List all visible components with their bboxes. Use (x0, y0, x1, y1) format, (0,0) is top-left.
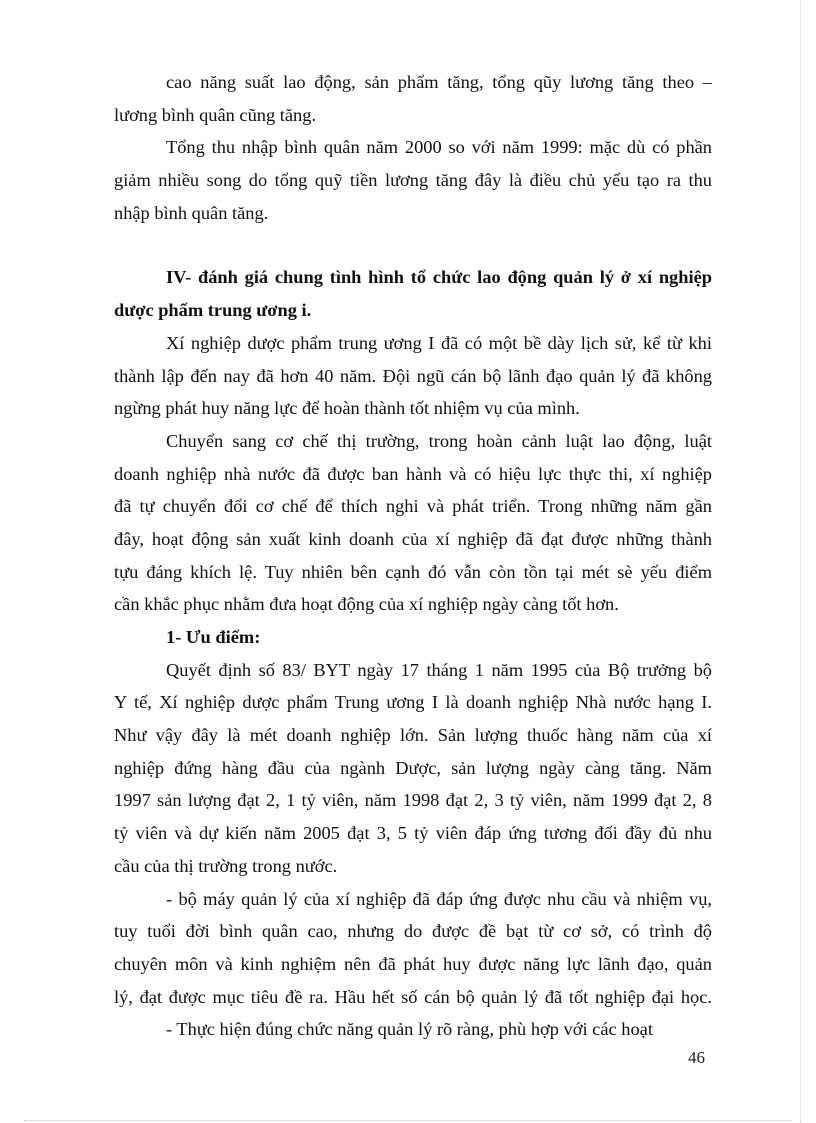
right-margin-divider (800, 0, 801, 1123)
paragraph-line: Y tế, Xí nghiệp dược phẩm Trung ương I là doanh nghiệp Nhà nước hạng I. (114, 692, 712, 713)
paragraph-line: tỷ viên và dự kiến năm 2005 đạt 3, 5 tỷ viên đáp ứng tương đối đầy đủ nhu (114, 823, 712, 844)
paragraph-line: giảm nhiều song do tổng quỹ tiền lương tăng đây là điều chủ yếu tạo ra thu (114, 170, 712, 191)
paragraph-line: nhập bình quân tăng. (114, 202, 269, 223)
paragraph-line: chuyên môn và kinh nghiệm nên đã phát huy được năng lực lãnh đạo, quản (114, 953, 712, 974)
paragraph-line: nghiệp đứng hàng đầu của ngành Dược, sản lượng ngày càng tăng. Năm (114, 757, 712, 778)
paragraph-line: cần khắc phục nhằm đưa hoạt động của xí nghiệp ngày càng tốt hơn. (114, 594, 619, 615)
body-text (114, 66, 712, 1046)
paragraph-line: đây, hoạt động sản xuất kinh doanh của xí nghiệp đã đạt được những thành (114, 528, 712, 549)
paragraph-line: 1997 sản lượng đạt 2, 1 tỷ viên, năm 1998 đạt 2, 3 tỷ viên, năm 1999 đạt 2, 8 (114, 790, 712, 811)
heading-line: IV- đánh giá chung tình hình tổ chức lao động quản lý ở xí nghiệp (166, 267, 712, 288)
paragraph-line: doanh nghiệp nhà nước đã được ban hành và có hiệu lực thực thi, xí nghiệp (114, 463, 712, 484)
paragraph-line: tuy tuổi đời bình quân cao, nhưng do được đề bạt từ cơ sở, có trình độ (114, 921, 712, 942)
paragraph-line: đã tự chuyển đổi cơ chế để thích nghi và phát triển. Trong những năm gần (114, 496, 712, 517)
paragraph-line: cao năng suất lao động, sản phẩm tăng, tổng qũy lương tăng theo – (166, 72, 712, 92)
footer-divider (24, 1120, 792, 1121)
page-number: 46 (688, 1048, 705, 1067)
paragraph-line: Tổng thu nhập bình quân năm 2000 so với năm 1999: mặc dù có phần (166, 137, 712, 158)
paragraph-line: Như vậy đây là mét doanh nghiệp lớn. Sản lượng thuốc hàng năm của xí (114, 725, 712, 746)
paragraph-line: Xí nghiệp dược phẩm trung ương I đã có một bề dày lịch sử, kể từ khi (166, 332, 712, 353)
paragraph-line: ngừng phát huy năng lực để hoàn thành tốt nhiệm vụ của mình. (114, 398, 580, 419)
paragraph-line: lương bình quân cũng tăng. (114, 104, 317, 125)
blank-line (114, 229, 712, 261)
heading-line: 1- Ưu điểm: (166, 627, 261, 647)
paragraph-line: lý, đạt được mục tiêu đề ra. Hầu hết số cán bộ quản lý đã tốt nghiệp đại học. (114, 986, 712, 1007)
heading-line: dược phẩm trung ương i. (114, 300, 312, 321)
paragraph-line: thành lập đến nay đã hơn 40 năm. Đội ngũ cán bộ lãnh đạo quản lý đã không (114, 365, 712, 386)
paragraph-line: - Thực hiện đúng chức năng quản lý rõ ràng, phù hợp với các hoạt (166, 1019, 653, 1040)
paragraph-line: Chuyển sang cơ chế thị trường, trong hoàn cảnh luật lao động, luật (166, 430, 712, 451)
paragraph-line: cầu của thị trường trong nước. (114, 855, 338, 876)
paragraph-line: tựu đáng khích lệ. Tuy nhiên bên cạnh đó vẫn còn tồn tại mét sè yếu điểm (114, 561, 712, 582)
paragraph-line: Quyết định số 83/ BYT ngày 17 tháng 1 năm 1995 của Bộ trưởng bộ (166, 659, 712, 680)
paragraph-line: - bộ máy quản lý của xí nghiệp đã đáp ứng được nhu cầu và nhiệm vụ, (166, 888, 712, 909)
